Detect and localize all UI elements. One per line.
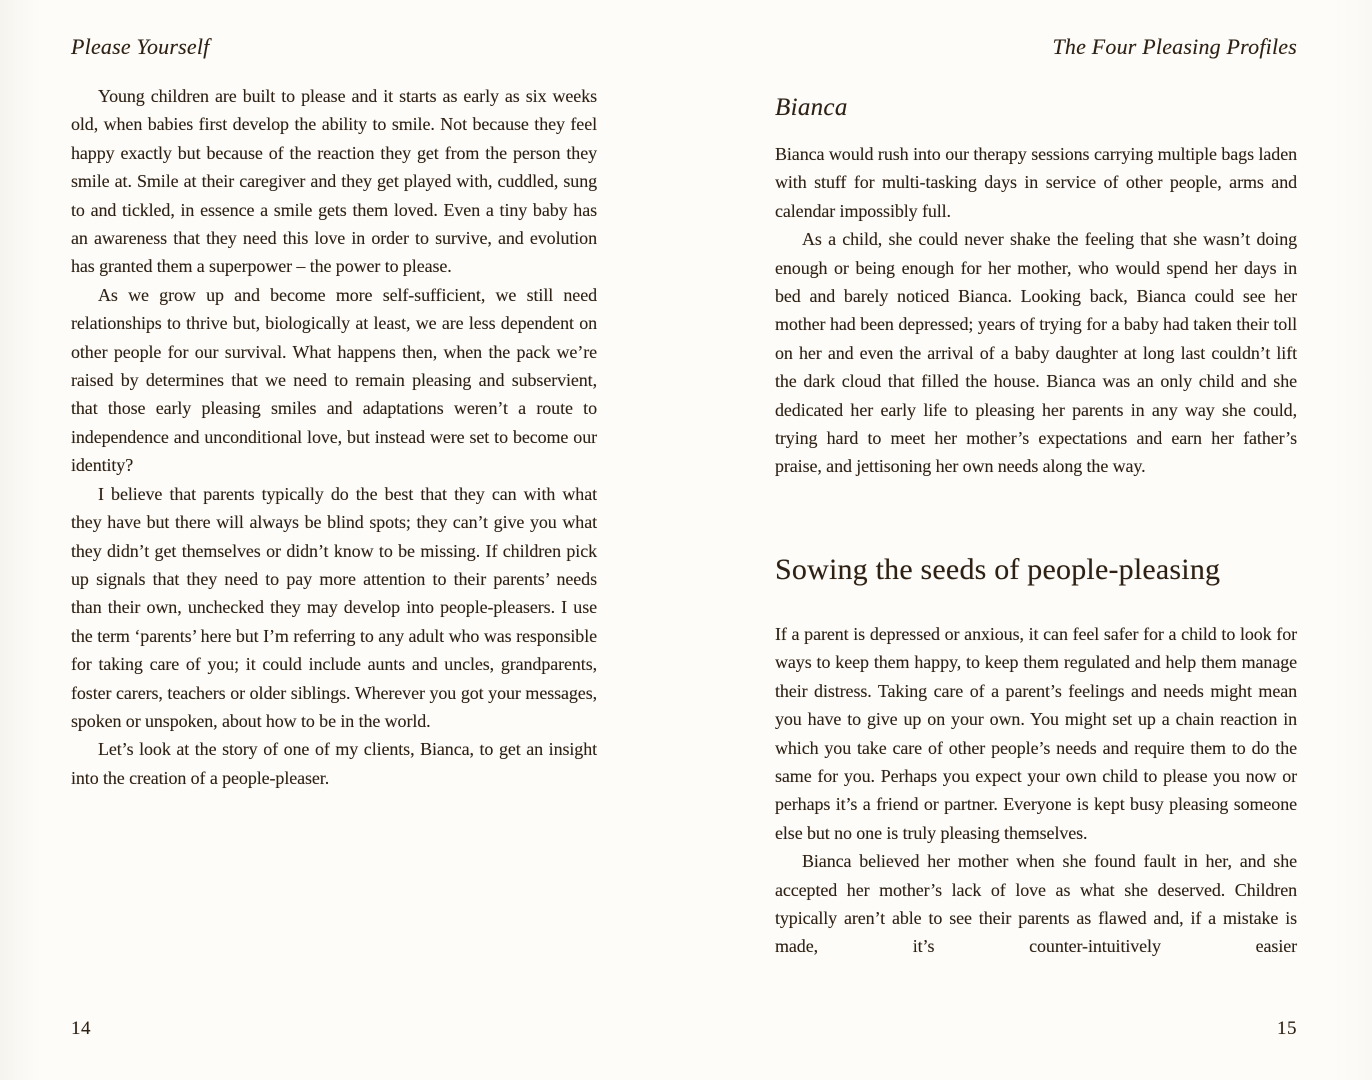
section-heading-sowing-the-seeds: Sowing the seeds of people-pleasing — [775, 553, 1221, 586]
page-left — [71, 0, 597, 1080]
paragraph: If a parent is depressed or anxious, it can feel safer for a child to look for ways to keep them happy, to keep them regulated and help them manage their distress. Taking care of a parent’s feelings and needs might mean you have to give up on your own. You might set up a chain reaction in which you take care of other people’s needs and require them to do the same for you. Perhaps you expect your own child to please you now or perhaps it’s a friend or partner. Everyone is kept busy pleasing someone else but no one is truly pleasing themselves. — [775, 624, 1297, 843]
paragraph: I believe that parents typically do the best that they can with what they have but there will always be blind spots; they can’t give you what they didn’t get themselves or didn’t know to be missing. If children pick up signals that they need to pay more attention to their parents’ needs than their own, unchecked they may develop into people-pleasers. I use the term ‘parents’ here but I’m referring to any adult who was responsible for taking care of you; it could include aunts and uncles, grandparents, foster carers, teachers or older siblings. Wherever you got your messages, spoken or unspoken, about how to be in the world. — [71, 483, 597, 731]
profile-heading-bianca: Bianca — [775, 94, 848, 121]
paragraph: Bianca believed her mother when she found fault in her, and she accepted her mother’s lack of love as what she deserved. Children typically aren’t able to see their parents as flawed and, if a mistake is made, it’s counter-intuitively easier — [775, 851, 1297, 957]
paragraph: Let’s look at the story of one of my clients, Bianca, to get an insight into the creation of a people-pleaser. — [71, 739, 597, 788]
left-page-body — [71, 82, 597, 792]
right-page-body-upper — [775, 140, 1297, 481]
paragraph: As a child, she could never shake the feeling that she wasn’t doing enough or being enough for her mother, who would spend her days in bed and barely noticed Bianca. Looking back, Bianca could see her mother had been depressed; years of trying for a baby had taken their toll on her and even the arrival of a baby daughter at long last couldn’t lift the dark cloud that filled the house. Bianca was an only child and she dedicated her early life to pleasing her parents in any way she could, trying hard to meet her mother’s expectations and earn her father’s praise, and jettisoning her own needs along the way. — [775, 229, 1297, 477]
page-number-left: 14 — [71, 1018, 91, 1039]
right-page-body-lower — [775, 620, 1297, 961]
paragraph: As we grow up and become more self-sufficient, we still need relationships to thrive but, biologically at least, we are less dependent on other people for our survival. What happens then, when the pack we’re raised by determines that we need to remain pleasing and subservient, that those early pleasing smiles and adaptations weren’t a route to independence and unconditional love, but instead were set to become our identity? — [71, 284, 597, 476]
running-head-right: The Four Pleasing Profiles — [1052, 34, 1297, 59]
running-head-left: Please Yourself — [71, 34, 210, 59]
page-right — [775, 0, 1297, 1080]
paragraph: Young children are built to please and it starts as early as six weeks old, when babies first develop the ability to smile. Not because they feel happy exactly but because of the reaction they get from the person they smile at. Smile at their caregiver and they get played with, cuddled, sung to and tickled, in essence a smile gets them loved. Even a tiny baby has an awareness that they need this love in order to survive, and evolution has granted them a superpower – the power to please. — [71, 86, 597, 277]
page-number-right: 15 — [1277, 1018, 1297, 1039]
paragraph: Bianca would rush into our therapy sessions carrying multiple bags laden with stuff for multi-tasking days in service of other people, arms and calendar impossibly full. — [775, 144, 1297, 221]
